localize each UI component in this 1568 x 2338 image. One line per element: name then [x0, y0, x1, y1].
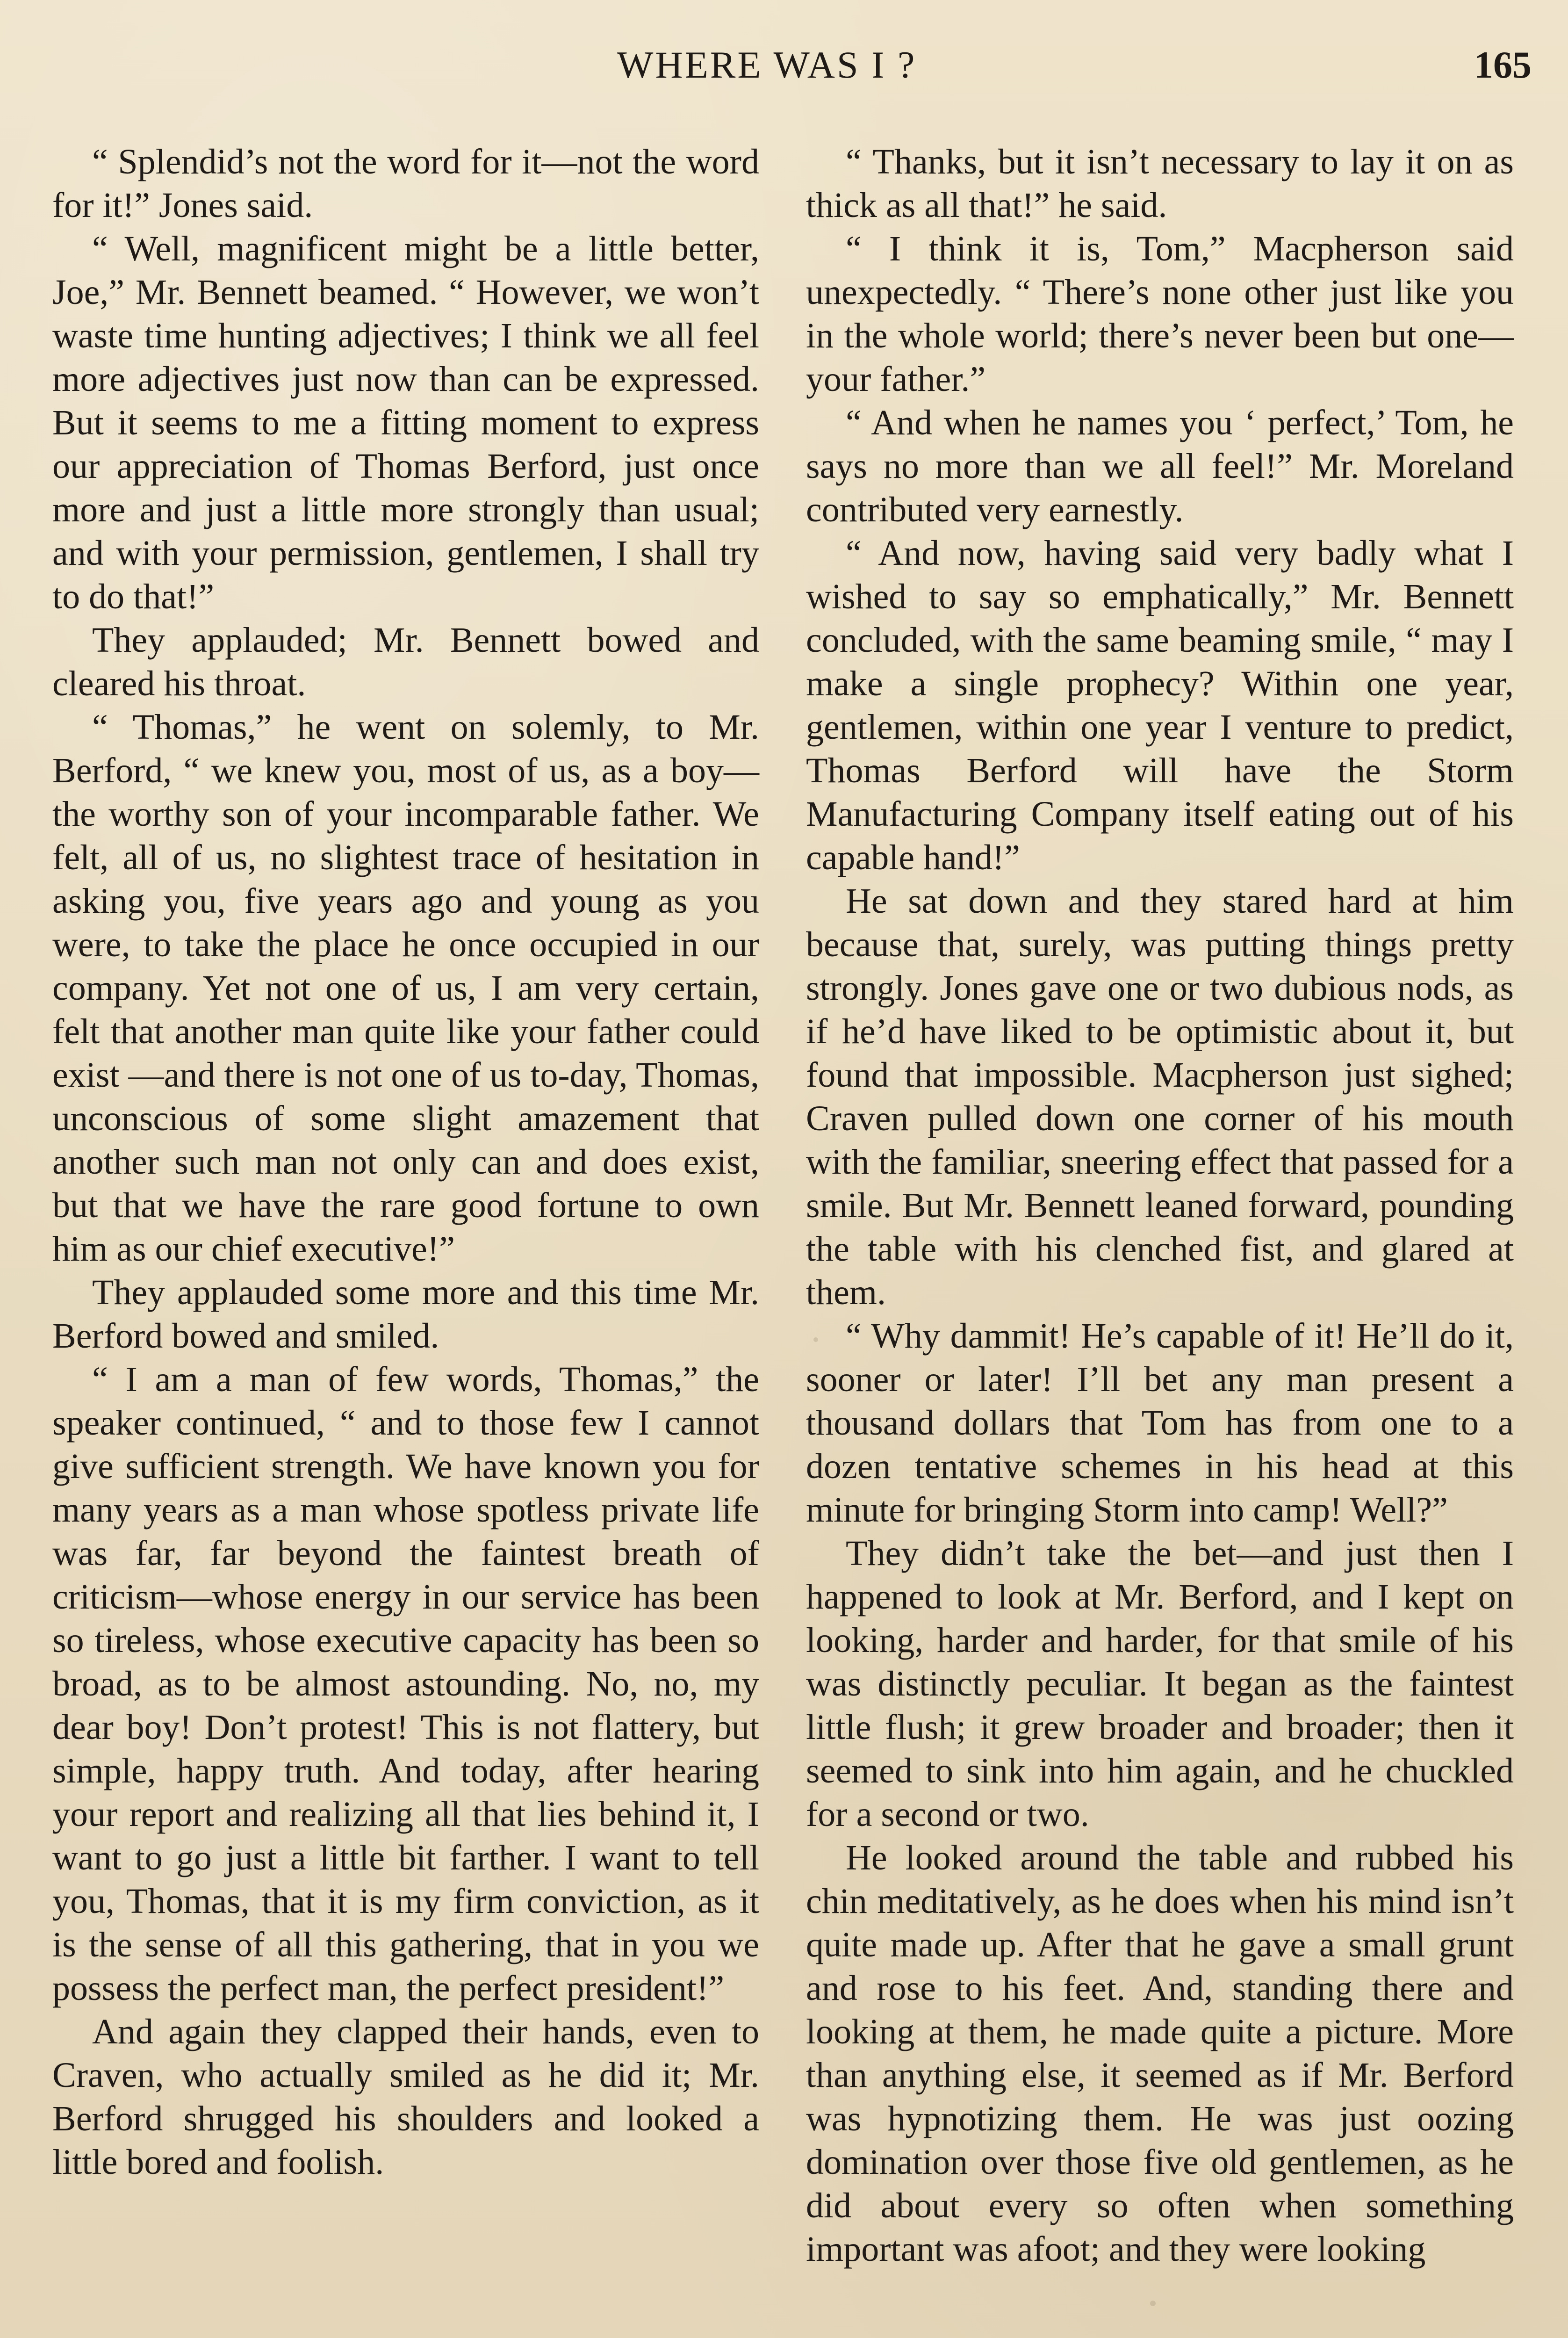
left-paragraph-4: “ Thomas,” he went on solemly, to Mr. Berford, “ we knew you, most of us, as a boy—the worthy son of your incomparable father. We felt, all of us, no slightest trace of hesitation in asking you, five years ago and young as you were, to take the place he once occupied in our company. Yet not one of us, I am very certain, felt that another man quite like your father could exist —and there is not one of us to-day, Thomas, unconscious of some slight amazement that another such man not only can and does exist, but that we have the rare good fortune to own him as our chief executive!”: [52, 707, 759, 1269]
right-paragraph-4: “ And now, having said very badly what I wished to say so emphatically,” Mr. Bennett concluded, with the same beaming smile, “ may I make a single prophecy? Within one year, gentlemen, within one year I venture to predict, Thomas Berford will have the Storm Manufacturing Company itself eating out of his capable hand!”: [806, 534, 1514, 877]
right-paragraph-2: “ I think it is, Tom,” Macpherson said unexpectedly. “ There’s none other just like you in the whole world; there’s never been but one—your father.”: [806, 229, 1514, 399]
right-paragraph-8: He looked around the table and rubbed his chin meditatively, as he does when his mind isn’t quite made up. After that he gave a small grunt and rose to his feet. And, standing there and looking at them, he made quite a picture. More than anything else, it seemed as if Mr. Berford was hypnotizing them. He was just oozing domination over those five old gentlemen, as he did about every so often when something important was afoot; and they were looking: [806, 1838, 1514, 2269]
right-paragraph-3: “ And when he names you ‘ perfect,’ Tom, he says no more than we all feel!” Mr. Moreland contributed very earnestly.: [806, 403, 1514, 529]
scan-speck: [1150, 2301, 1156, 2306]
right-paragraph-6: “ Why dammit! He’s capable of it! He’ll do it, sooner or later! I’ll bet any man present a thousand dollars that Tom has from one to a dozen tentative schemes in his head at this minute for bringing Storm into camp! Well?”: [806, 1316, 1514, 1530]
running-head: WHERE WAS I ?: [617, 43, 917, 86]
right-paragraph-1: “ Thanks, but it isn’t necessary to lay it on as thick as all that!” he said.: [806, 142, 1514, 225]
left-paragraph-5: They applauded some more and this time Mr. Berford bowed and smiled.: [52, 1273, 759, 1356]
left-paragraph-3: They applauded; Mr. Bennett bowed and cleared his throat.: [52, 621, 759, 703]
left-paragraph-1: “ Splendid’s not the word for it—not the word for it!” Jones said.: [52, 142, 759, 225]
left-text-column: [52, 140, 759, 2184]
page-header: [0, 43, 1568, 113]
left-paragraph-6: “ I am a man of few words, Thomas,” the speaker continued, “ and to those few I cannot give sufficient strength. We have known you for many years as a man whose spotless private life was far, far beyond the faintest breath of criticism—whose energy in our service has been so tireless, whose executive capacity has been so broad, as to be almost astounding. No, no, my dear boy! Don’t protest! This is not flattery, but simple, happy truth. And today, after hearing your report and realizing all that lies behind it, I want to go just a little bit farther. I want to tell you, Thomas, that it is my firm conviction, as it is the sense of all this gathering, that in you we possess the perfect man, the perfect president!”: [52, 1360, 759, 2008]
left-paragraph-2: “ Well, magnificent might be a little better, Joe,” Mr. Bennett beamed. “ However, we won’t waste time hunting adjectives; I think we all feel more adjectives just now than can be expressed. But it seems to me a fitting moment to express our appreciation of Thomas Berford, just once more and just a little more strongly than usual; and with your permission, gentlemen, I shall try to do that!”: [52, 229, 759, 616]
right-text-column: [806, 140, 1514, 2271]
left-paragraph-7: And again they clapped their hands, even to Craven, who actually smiled as he did it; Mr. Berford shrugged his shoulders and looked a little bored and foolish.: [52, 2012, 759, 2182]
right-paragraph-5: He sat down and they stared hard at him because that, surely, was putting things pretty strongly. Jones gave one or two dubious nods, as if he’d have liked to be optimistic about it, but found that impossible. Macpherson just sighed; Craven pulled down one corner of his mouth with the familiar, sneering effect that passed for a smile. But Mr. Bennett leaned forward, pounding the table with his clenched fist, and glared at them.: [806, 881, 1514, 1312]
page-number: 165: [1474, 43, 1532, 86]
scan-speck: [813, 1337, 818, 1342]
scan-speck: [286, 1948, 295, 1956]
right-paragraph-7: They didn’t take the bet—and just then I happened to look at Mr. Berford, and I kept on looking, harder and harder, for that smile of his was distinctly peculiar. It began as the faintest little flush; it grew broader and broader; then it seemed to sink into him again, and he chuckled for a second or two.: [806, 1534, 1514, 1834]
